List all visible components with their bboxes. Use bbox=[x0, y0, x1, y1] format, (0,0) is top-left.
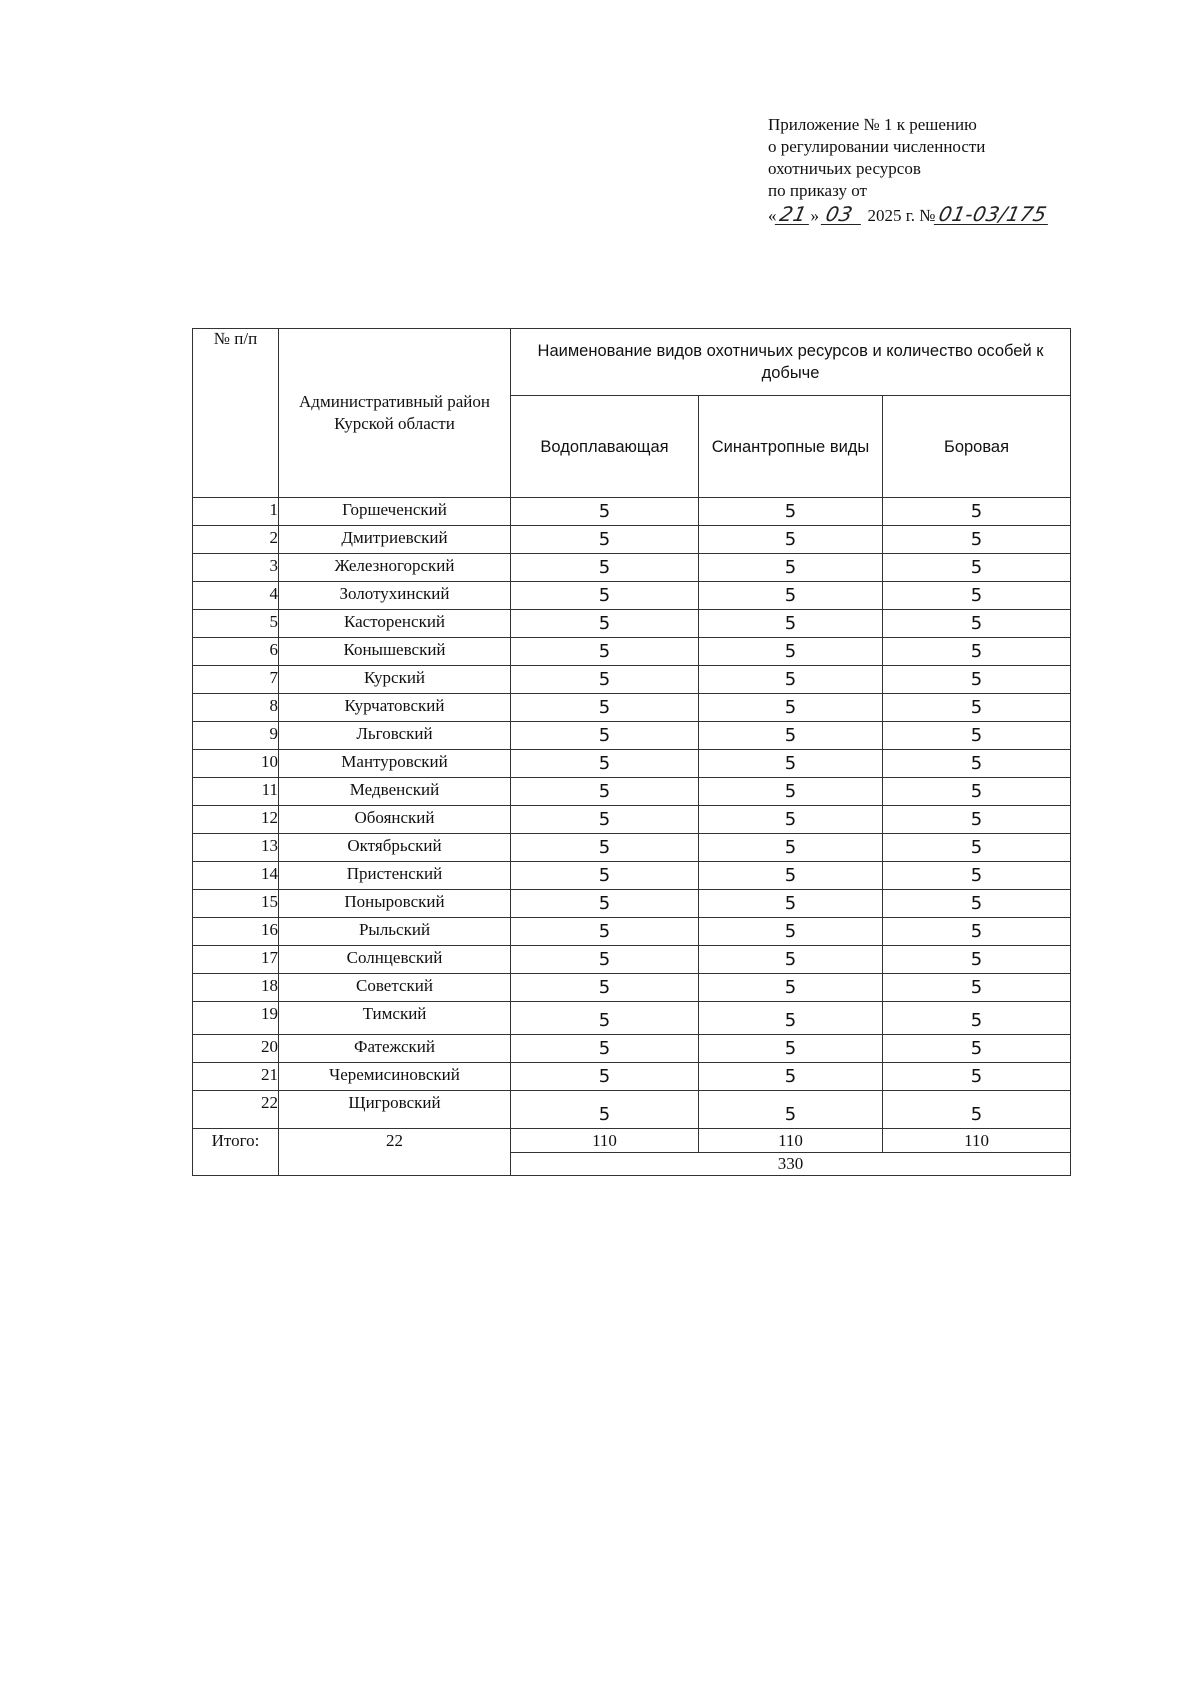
table-row bbox=[193, 582, 1071, 610]
col-header-synanthropic: Синантропные виды bbox=[699, 396, 883, 498]
row-synanthropic: 5 bbox=[699, 1091, 883, 1129]
year-text: 2025 г. № bbox=[867, 206, 936, 225]
table-row bbox=[193, 890, 1071, 918]
row-waterfowl: 5 bbox=[511, 1063, 699, 1091]
total-waterfowl: 110 bbox=[511, 1129, 699, 1153]
row-district: Обоянский bbox=[279, 806, 511, 834]
row-number: 18 bbox=[193, 974, 279, 1002]
table-row bbox=[193, 806, 1071, 834]
table-row bbox=[193, 694, 1071, 722]
handwritten-month: 03 bbox=[821, 204, 865, 225]
row-district: Октябрьский bbox=[279, 834, 511, 862]
row-number: 7 bbox=[193, 666, 279, 694]
row-district: Конышевский bbox=[279, 638, 511, 666]
row-upland: 5 bbox=[883, 806, 1071, 834]
row-upland: 5 bbox=[883, 1091, 1071, 1129]
row-waterfowl: 5 bbox=[511, 694, 699, 722]
row-upland: 5 bbox=[883, 890, 1071, 918]
total-upland: 110 bbox=[883, 1129, 1071, 1153]
col-header-species-group: Наименование видов охотничьих ресурсов и количество особей к добыче bbox=[511, 329, 1071, 396]
header-line-2: о регулировании численности bbox=[768, 137, 986, 156]
grand-total: 330 bbox=[511, 1153, 1071, 1176]
table-row bbox=[193, 554, 1071, 582]
table-row bbox=[193, 918, 1071, 946]
table-row bbox=[193, 1063, 1071, 1091]
table-row bbox=[193, 778, 1071, 806]
row-synanthropic: 5 bbox=[699, 694, 883, 722]
row-district: Пристенский bbox=[279, 862, 511, 890]
row-district: Рыльский bbox=[279, 918, 511, 946]
col-header-waterfowl: Водоплавающая bbox=[511, 396, 699, 498]
row-upland: 5 bbox=[883, 638, 1071, 666]
table-row bbox=[193, 1002, 1071, 1035]
row-synanthropic: 5 bbox=[699, 638, 883, 666]
row-upland: 5 bbox=[883, 918, 1071, 946]
row-number: 12 bbox=[193, 806, 279, 834]
row-district: Касторенский bbox=[279, 610, 511, 638]
row-number: 9 bbox=[193, 722, 279, 750]
row-number: 11 bbox=[193, 778, 279, 806]
row-upland: 5 bbox=[883, 946, 1071, 974]
table-row bbox=[193, 834, 1071, 862]
row-waterfowl: 5 bbox=[511, 974, 699, 1002]
row-synanthropic: 5 bbox=[699, 526, 883, 554]
row-district: Щигровский bbox=[279, 1091, 511, 1129]
row-synanthropic: 5 bbox=[699, 1063, 883, 1091]
row-district: Тимский bbox=[279, 1002, 511, 1035]
row-number: 16 bbox=[193, 918, 279, 946]
row-number: 5 bbox=[193, 610, 279, 638]
row-upland: 5 bbox=[883, 498, 1071, 526]
row-synanthropic: 5 bbox=[699, 862, 883, 890]
row-district: Курчатовский bbox=[279, 694, 511, 722]
row-upland: 5 bbox=[883, 974, 1071, 1002]
row-waterfowl: 5 bbox=[511, 862, 699, 890]
row-waterfowl: 5 bbox=[511, 554, 699, 582]
row-waterfowl: 5 bbox=[511, 750, 699, 778]
table-row bbox=[193, 1091, 1071, 1129]
row-district: Курский bbox=[279, 666, 511, 694]
header-line-1: Приложение № 1 к решению bbox=[768, 115, 977, 134]
row-waterfowl: 5 bbox=[511, 498, 699, 526]
header-line-3: охотничьих ресурсов bbox=[768, 159, 921, 178]
row-upland: 5 bbox=[883, 610, 1071, 638]
row-synanthropic: 5 bbox=[699, 554, 883, 582]
row-synanthropic: 5 bbox=[699, 834, 883, 862]
row-number: 20 bbox=[193, 1035, 279, 1063]
row-upland: 5 bbox=[883, 778, 1071, 806]
row-district: Поныровский bbox=[279, 890, 511, 918]
row-district: Солнцевский bbox=[279, 946, 511, 974]
row-synanthropic: 5 bbox=[699, 498, 883, 526]
row-waterfowl: 5 bbox=[511, 638, 699, 666]
row-number: 6 bbox=[193, 638, 279, 666]
row-waterfowl: 5 bbox=[511, 666, 699, 694]
row-synanthropic: 5 bbox=[699, 890, 883, 918]
table-row bbox=[193, 498, 1071, 526]
row-upland: 5 bbox=[883, 526, 1071, 554]
row-district: Железногорский bbox=[279, 554, 511, 582]
row-number: 13 bbox=[193, 834, 279, 862]
row-upland: 5 bbox=[883, 554, 1071, 582]
row-waterfowl: 5 bbox=[511, 1091, 699, 1129]
row-synanthropic: 5 bbox=[699, 722, 883, 750]
table-row bbox=[193, 750, 1071, 778]
row-synanthropic: 5 bbox=[699, 610, 883, 638]
table-body bbox=[193, 498, 1071, 1129]
row-synanthropic: 5 bbox=[699, 918, 883, 946]
row-upland: 5 bbox=[883, 1035, 1071, 1063]
col-header-district: Административный район Курской области bbox=[279, 329, 511, 498]
row-number: 3 bbox=[193, 554, 279, 582]
row-number: 21 bbox=[193, 1063, 279, 1091]
row-number: 22 bbox=[193, 1091, 279, 1129]
table-row bbox=[193, 946, 1071, 974]
row-waterfowl: 5 bbox=[511, 890, 699, 918]
row-district: Горшеченский bbox=[279, 498, 511, 526]
row-waterfowl: 5 bbox=[511, 1035, 699, 1063]
row-waterfowl: 5 bbox=[511, 582, 699, 610]
row-number: 15 bbox=[193, 890, 279, 918]
row-number: 17 bbox=[193, 946, 279, 974]
table-row bbox=[193, 526, 1071, 554]
row-waterfowl: 5 bbox=[511, 946, 699, 974]
row-district: Мантуровский bbox=[279, 750, 511, 778]
table-row bbox=[193, 666, 1071, 694]
table-row bbox=[193, 974, 1071, 1002]
table-row bbox=[193, 638, 1071, 666]
row-upland: 5 bbox=[883, 582, 1071, 610]
row-waterfowl: 5 bbox=[511, 834, 699, 862]
row-upland: 5 bbox=[883, 666, 1071, 694]
row-upland: 5 bbox=[883, 722, 1071, 750]
row-number: 2 bbox=[193, 526, 279, 554]
row-upland: 5 bbox=[883, 834, 1071, 862]
quote-open: « bbox=[768, 206, 777, 225]
row-district: Льговский bbox=[279, 722, 511, 750]
row-waterfowl: 5 bbox=[511, 1002, 699, 1035]
row-district: Фатежский bbox=[279, 1035, 511, 1063]
row-upland: 5 bbox=[883, 694, 1071, 722]
row-synanthropic: 5 bbox=[699, 1002, 883, 1035]
row-waterfowl: 5 bbox=[511, 526, 699, 554]
row-synanthropic: 5 bbox=[699, 666, 883, 694]
row-synanthropic: 5 bbox=[699, 806, 883, 834]
total-synanthropic: 110 bbox=[699, 1129, 883, 1153]
row-waterfowl: 5 bbox=[511, 778, 699, 806]
row-synanthropic: 5 bbox=[699, 946, 883, 974]
row-upland: 5 bbox=[883, 1063, 1071, 1091]
row-waterfowl: 5 bbox=[511, 610, 699, 638]
row-district: Советский bbox=[279, 974, 511, 1002]
row-waterfowl: 5 bbox=[511, 722, 699, 750]
row-district: Золотухинский bbox=[279, 582, 511, 610]
header-line-4: по приказу от bbox=[768, 181, 867, 200]
col-header-upland: Боровая bbox=[883, 396, 1071, 498]
row-number: 4 bbox=[193, 582, 279, 610]
total-districts: 22 bbox=[279, 1129, 511, 1176]
row-number: 10 bbox=[193, 750, 279, 778]
appendix-header bbox=[768, 114, 1128, 227]
row-synanthropic: 5 bbox=[699, 974, 883, 1002]
row-number: 1 bbox=[193, 498, 279, 526]
row-number: 19 bbox=[193, 1002, 279, 1035]
row-waterfowl: 5 bbox=[511, 918, 699, 946]
row-synanthropic: 5 bbox=[699, 778, 883, 806]
quote-close: » bbox=[810, 206, 819, 225]
hunting-quota-table bbox=[192, 328, 1071, 1176]
table-row bbox=[193, 610, 1071, 638]
row-waterfowl: 5 bbox=[511, 806, 699, 834]
order-date-line bbox=[768, 204, 1128, 227]
row-upland: 5 bbox=[883, 862, 1071, 890]
col-header-number: № п/п bbox=[193, 329, 279, 498]
row-synanthropic: 5 bbox=[699, 750, 883, 778]
table-row bbox=[193, 722, 1071, 750]
table-row bbox=[193, 862, 1071, 890]
row-number: 14 bbox=[193, 862, 279, 890]
row-upland: 5 bbox=[883, 1002, 1071, 1035]
handwritten-day: 21 bbox=[774, 204, 812, 225]
row-district: Медвенский bbox=[279, 778, 511, 806]
row-synanthropic: 5 bbox=[699, 582, 883, 610]
row-number: 8 bbox=[193, 694, 279, 722]
handwritten-order-number: 01-03/175 bbox=[933, 204, 1051, 225]
total-label: Итого: bbox=[193, 1129, 279, 1176]
row-synanthropic: 5 bbox=[699, 1035, 883, 1063]
row-upland: 5 bbox=[883, 750, 1071, 778]
table-row bbox=[193, 1035, 1071, 1063]
row-district: Дмитриевский bbox=[279, 526, 511, 554]
row-district: Черемисиновский bbox=[279, 1063, 511, 1091]
